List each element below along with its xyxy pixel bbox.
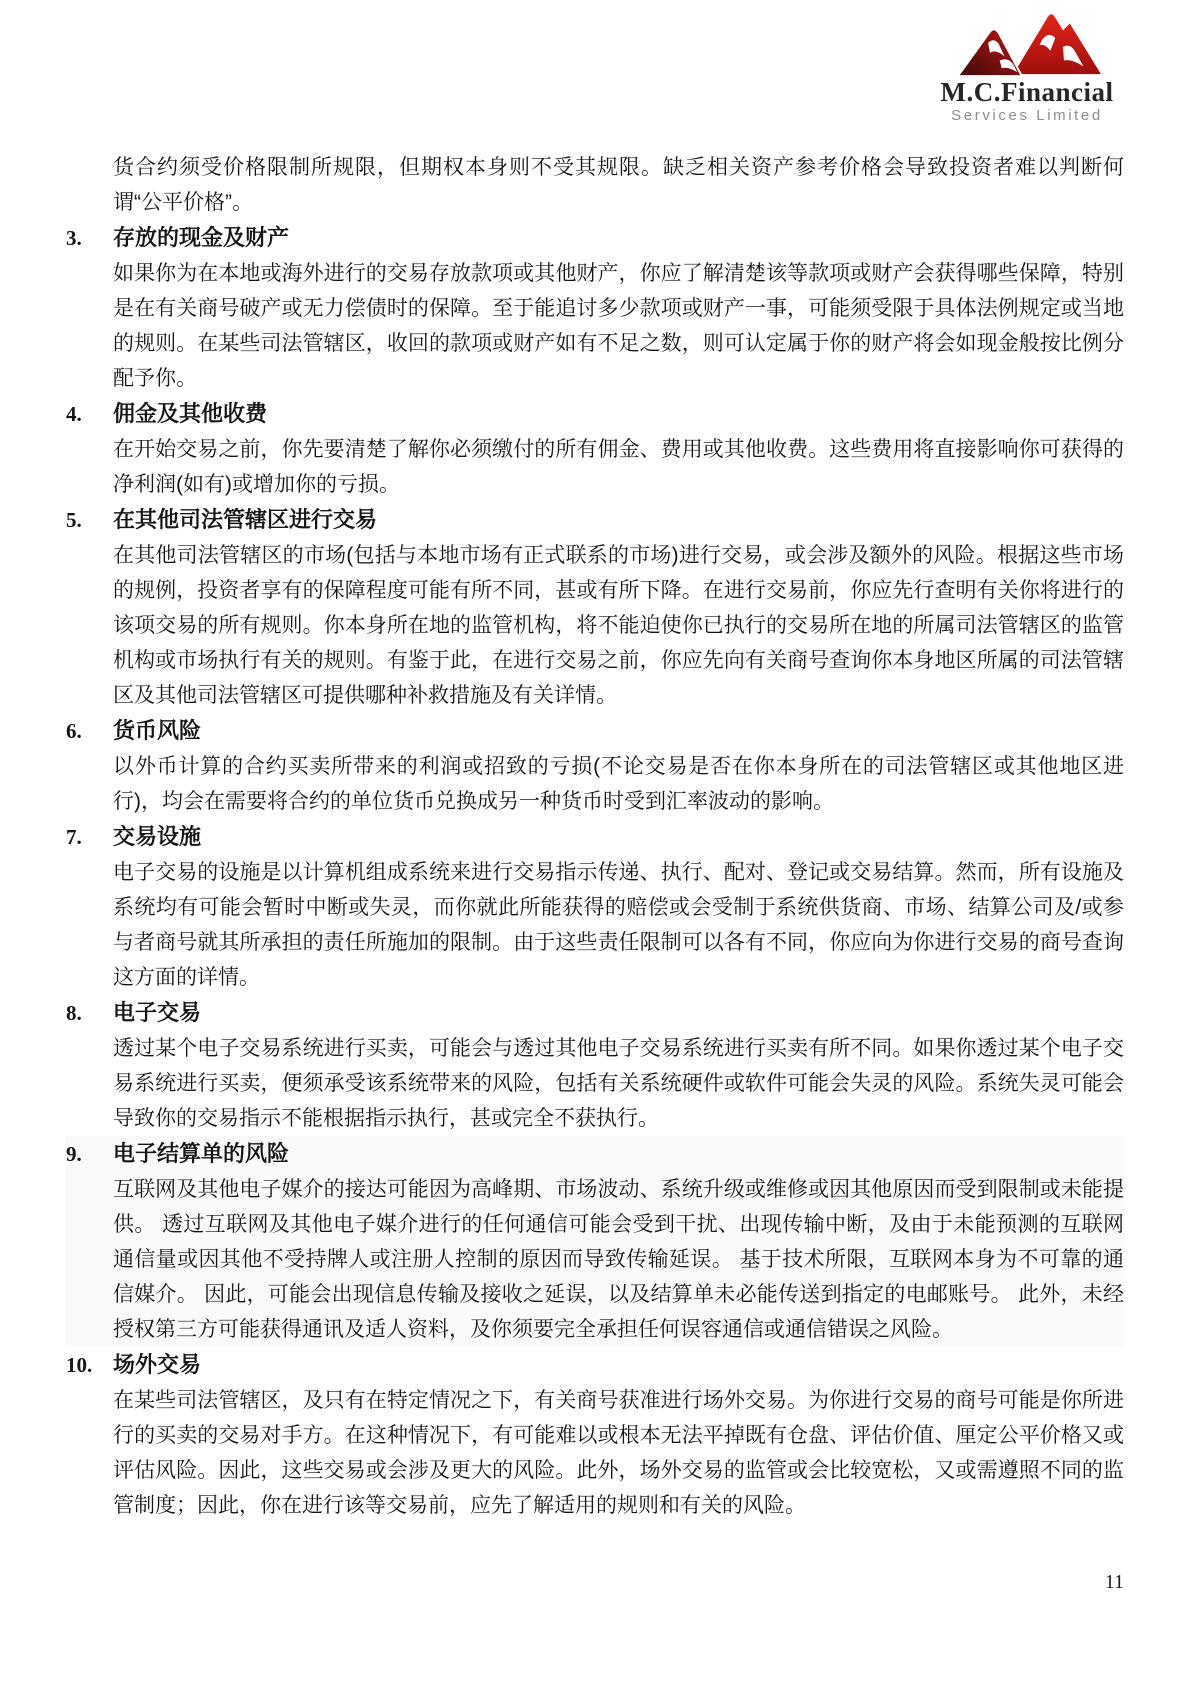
- section-heading: [66, 995, 1124, 1031]
- mountain-logo-icon: [949, 6, 1105, 78]
- risk-section: [66, 220, 1124, 396]
- logo-subtitle: Services Limited: [951, 107, 1103, 124]
- risk-section: [66, 502, 1124, 713]
- section-heading: [66, 819, 1124, 855]
- company-logo: [938, 6, 1116, 125]
- section-number: 7.: [66, 825, 82, 849]
- section-title: 场外交易: [113, 1352, 202, 1377]
- section-title: 佣金及其他收费: [113, 401, 268, 426]
- section-number: 10.: [66, 1353, 93, 1377]
- section-title: 交易设施: [113, 824, 202, 849]
- section-number: 5.: [66, 508, 82, 532]
- document-body: [66, 150, 1124, 1523]
- section-body-text: 在其他司法管辖区的市场(包括与本地市场有正式联系的市场)进行交易，或会涉及额外的风险。根据这些市场的规例，投资者享有的保障程度可能有所不同，甚或有所下降。在进行交易前，你应先行查明有关你将进行的该项交易的所有规则。你本身所在地的监管机构，将不能迫使你已执行的交易所在地的所属司法管辖区的监管机构或市场执行有关的规则。有鉴于此，在进行交易之前，你应先向有关商号查询你本身地区所属的司法管辖区及其他司法管辖区可提供哪种补救措施及有关详情。: [113, 544, 1124, 707]
- section-body-text: 电子交易的设施是以计算机组成系统来进行交易指示传递、执行、配对、登记或交易结算。然而，所有设施及系统均有可能会暂时中断或失灵，而你就此所能获得的赔偿或会受制于系统供货商、市场、结算公司及/或参与者商号就其所承担的责任所施加的限制。由于这些责任限制可以各有不同，你应向为你进行交易的商号查询这方面的详情。: [113, 861, 1124, 989]
- section-body-text: 在开始交易之前，你先要清楚了解你必须缴付的所有佣金、费用或其他收费。这些费用将直接影响你可获得的净利润(如有)或增加你的亏损。: [113, 438, 1124, 496]
- section-title: 在其他司法管辖区进行交易: [113, 507, 378, 532]
- section-heading: [66, 502, 1124, 538]
- intro-paragraph: 货合约须受价格限制所规限，但期权本身则不受其规限。缺乏相关资产参考价格会导致投资者难以判断何谓“公平价格”。: [113, 156, 1124, 214]
- risk-section: [66, 713, 1124, 819]
- logo-title: M.C.Financial: [940, 77, 1114, 107]
- section-heading: [66, 713, 1124, 749]
- section-title: 存放的现金及财产: [113, 225, 290, 250]
- section-title: 货币风险: [113, 718, 202, 743]
- section-number: 9.: [66, 1142, 82, 1166]
- section-body-text: 如果你为在本地或海外进行的交易存放款项或其他财产，你应了解清楚该等款项或财产会获得哪些保障，特别是在有关商号破产或无力偿债时的保障。至于能追讨多少款项或财产一事，可能须受限于具体法例规定或当地的规则。在某些司法管辖区，收回的款项或财产如有不足之数，则可认定属于你的财产将会如现金般按比例分配予你。: [113, 262, 1124, 390]
- section-number: 3.: [66, 226, 82, 250]
- section-body-text: 互联网及其他电子媒介的接达可能因为高峰期、市场波动、系统升级或维修或因其他原因而受到限制或未能提供。 透过互联网及其他电子媒介进行的任何通信可能会受到干扰、出现传输中断，及由于未能预测的互联网通信量或因其他不受持牌人或注册人控制的原因而导致传输延误。 基于技术所限，互联网本身为不可靠的通信媒介。 因此，可能会出现信息传输及接收之延误，以及结算单未必能传送到指定的电邮账号。 此外，未经授权第三方可能获得通讯及适人资料，及你须要完全承担任何误容通信或通信错误之风险。: [113, 1178, 1124, 1341]
- section-body-text: 透过某个电子交易系统进行买卖，可能会与透过其他电子交易系统进行买卖有所不同。如果你透过某个电子交易系统进行买卖，便须承受该系统带来的风险，包括有关系统硬件或软件可能会失灵的风险。系统失灵可能会导致你的交易指示不能根据指示执行，甚或完全不获执行。: [113, 1037, 1124, 1130]
- section-heading: [66, 220, 1124, 256]
- section-title: 电子结算单的风险: [113, 1141, 290, 1166]
- section-number: 6.: [66, 719, 82, 743]
- section-number: 4.: [66, 402, 82, 426]
- section-body-text: 在某些司法管辖区，及只有在特定情况之下，有关商号获准进行场外交易。为你进行交易的商号可能是你所进行的买卖的交易对手方。在这种情况下，有可能难以或根本无法平掉既有仓盘、评估价值、厘定公平价格又或评估风险。因此，这些交易或会涉及更大的风险。此外，场外交易的监管或会比较宽松，又或需遵照不同的监管制度；因此，你在进行该等交易前，应先了解适用的规则和有关的风险。: [113, 1389, 1124, 1517]
- page-number: 11: [1104, 1571, 1124, 1593]
- risk-section: [66, 819, 1124, 995]
- section-heading: [66, 396, 1124, 432]
- section-title: 电子交易: [113, 1000, 202, 1025]
- risk-section: [66, 1347, 1124, 1523]
- section-body-text: 以外币计算的合约买卖所带来的利润或招致的亏损(不论交易是否在你本身所在的司法管辖区或其他地区进行)，均会在需要将合约的单位货币兑换成另一种货币时受到汇率波动的影响。: [113, 755, 1124, 813]
- section-heading: [66, 1347, 1124, 1383]
- section-heading: [66, 1136, 1124, 1172]
- section-number: 8.: [66, 1001, 82, 1025]
- risk-section: [66, 995, 1124, 1136]
- risk-section: [66, 396, 1124, 502]
- sections-list: [66, 220, 1124, 1523]
- risk-section: [66, 1136, 1124, 1347]
